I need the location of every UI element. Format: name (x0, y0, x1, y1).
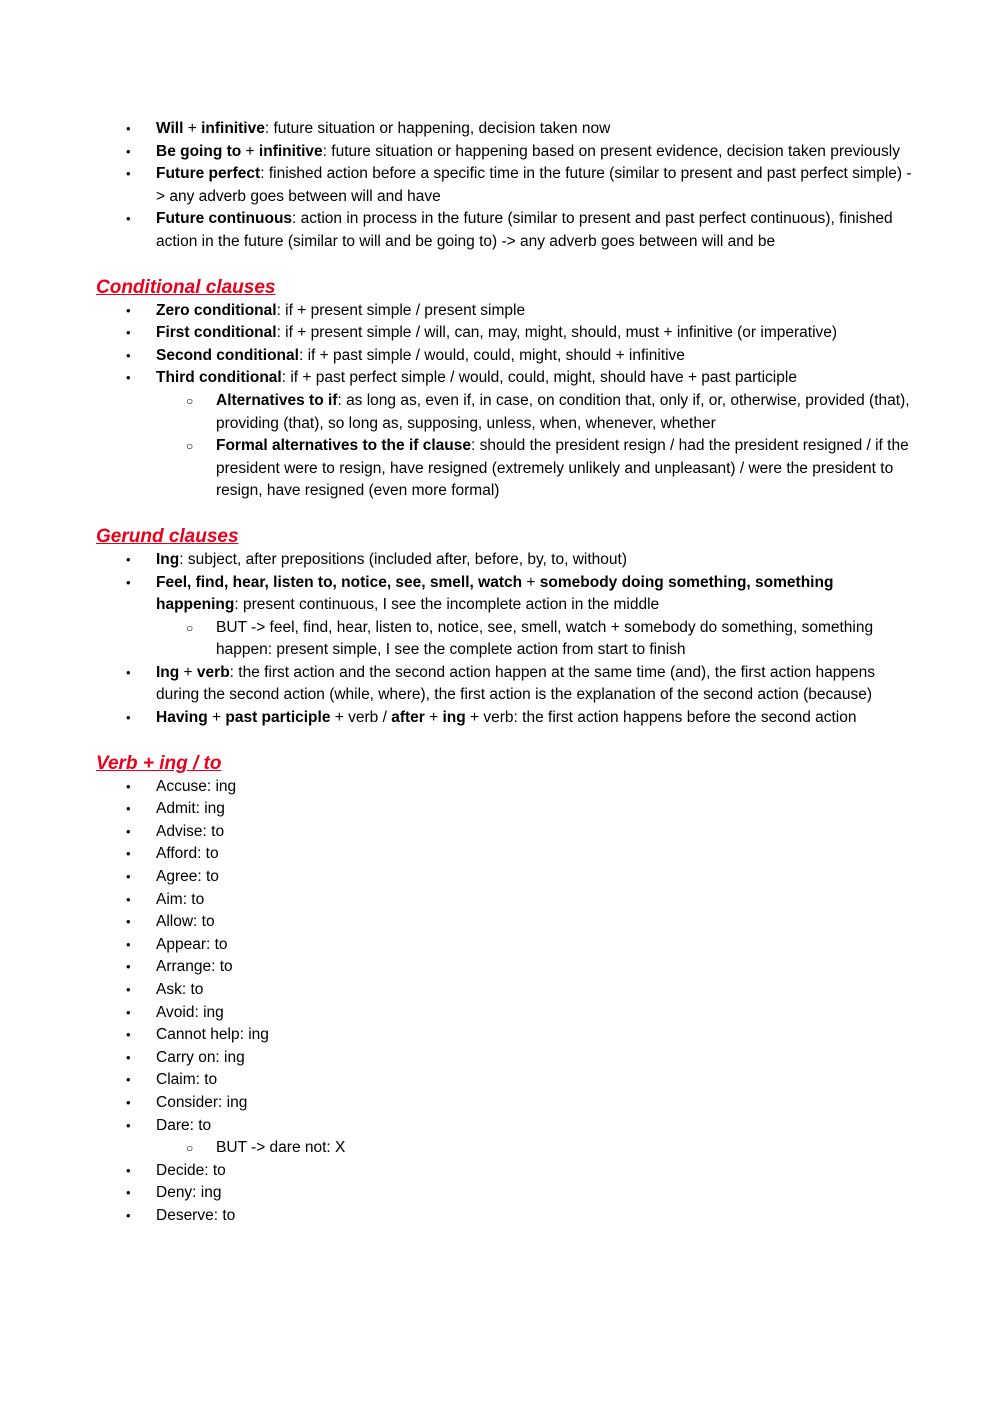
bullet-icon: • (126, 370, 131, 386)
list-item (96, 1024, 920, 1047)
term: infinitive (201, 120, 265, 137)
verb-entry: Advise: to (156, 822, 225, 840)
list-item (96, 889, 920, 912)
bullet-icon: • (126, 1072, 131, 1088)
verb-entry: Deny: ing (156, 1184, 222, 1202)
circle-bullet-icon: ○ (186, 439, 194, 454)
description: : finished action before a specific time in the future (similar to present and past perfect simple) -> any adverb goes between will and have (156, 165, 912, 205)
list-item (96, 572, 920, 617)
bullet-icon: • (126, 846, 131, 862)
connector: + verb / (330, 709, 392, 727)
connector: + (179, 663, 197, 681)
verb-entry: Ask: to (156, 981, 204, 998)
list-item (96, 549, 920, 572)
description: : the first action and the second action happen at the same time (and), the first action happens during the second action (while, where), the first action is the explanation of the second action (because) (156, 663, 876, 704)
list-item (96, 1182, 920, 1205)
description: : subject, after prepositions (included after, before, by, to, without) (179, 550, 627, 568)
list-item (96, 1092, 920, 1115)
term: Ing (156, 663, 180, 681)
list-item (96, 662, 920, 707)
term: First conditional (156, 324, 277, 342)
list-item (96, 1002, 920, 1025)
bullet-icon: • (126, 801, 131, 817)
list-item (96, 979, 920, 1002)
verb-entry: Consider: ing (156, 1093, 248, 1111)
verb-entry: Agree: to (156, 868, 219, 886)
verb-ing-to-heading: Verb + ing / to (96, 752, 222, 774)
list-item (96, 1205, 920, 1228)
term: past participle (225, 709, 331, 727)
term: Third conditional (156, 369, 282, 387)
term: verb (196, 663, 230, 681)
connector: + (183, 120, 202, 137)
bullet-icon: • (126, 869, 131, 885)
bullet-icon: • (126, 778, 131, 794)
description: : if + present simple / will, can, may, might, should, must + infinitive (or imperative) (276, 324, 838, 342)
verb-entry: Accuse: ing (156, 777, 237, 795)
verb-entry: Aim: to (156, 890, 205, 908)
list-item (96, 798, 920, 821)
bullet-icon: • (126, 664, 131, 680)
list-item (96, 141, 920, 164)
bullet-icon: • (126, 982, 131, 997)
bullet-icon: • (126, 1185, 131, 1201)
bullet-icon: • (126, 325, 131, 341)
bullet-icon: • (126, 1094, 131, 1110)
list-item (96, 1047, 920, 1070)
list-item (96, 345, 920, 368)
bullet-icon: • (126, 551, 131, 567)
sub-list-item (96, 435, 920, 503)
circle-bullet-icon: ○ (186, 1141, 194, 1156)
conditional-heading: Conditional clauses (96, 276, 276, 298)
term: Feel, find, hear, listen to, notice, see, smell, watch (156, 573, 523, 591)
description: : if + present simple / present simple (276, 301, 526, 319)
description: : action in process in the future (similar to present and past perfect continuous), finished action in the future (similar to will and be going to) -> any adverb goes between will and be (156, 210, 893, 250)
verb-entry: Allow: to (156, 913, 215, 931)
bullet-icon: • (126, 1049, 131, 1065)
list-item (96, 163, 920, 208)
future-list (96, 118, 920, 254)
bullet-icon: • (126, 121, 131, 136)
verb-entry: Appear: to (156, 935, 228, 953)
list-item (96, 707, 920, 730)
bullet-icon: • (126, 211, 131, 227)
list-item (96, 776, 920, 799)
bullet-icon: • (126, 1207, 131, 1223)
list-item (96, 322, 920, 345)
description: BUT -> feel, find, hear, listen to, notice, see, smell, watch + somebody do something, something happen: present simple, I see the complete action from start to finish (216, 618, 874, 659)
term: Future perfect (156, 165, 261, 183)
list-item (96, 843, 920, 866)
verb-ing-to-section (96, 752, 920, 1228)
list-item (96, 208, 920, 253)
term: Formal alternatives to the if clause (216, 437, 471, 455)
list-item (96, 1160, 920, 1183)
list-item (96, 367, 920, 390)
sub-list-item (96, 617, 920, 662)
bullet-icon: • (126, 166, 131, 182)
bullet-icon: • (126, 143, 131, 159)
list-item (96, 956, 920, 979)
bullet-icon: • (126, 936, 131, 952)
bullet-icon: • (126, 1004, 131, 1020)
bullet-icon: • (126, 574, 131, 590)
verb-entry: Arrange: to (156, 958, 233, 976)
description: : future situation or happening, decision taken now (264, 120, 611, 137)
bullet-icon: • (126, 959, 131, 975)
term: Having (156, 709, 208, 727)
gerund-section (96, 525, 920, 730)
term: Second conditional (156, 346, 299, 364)
bullet-icon: • (126, 302, 131, 318)
list-item (96, 934, 920, 957)
list-item (96, 866, 920, 889)
description: : should the president resign / had the president resigned / if the president were to resign, have resigned (extremely unlikely and unpleasant) / were the president to resign, have resigned (even more formal) (216, 437, 909, 500)
bullet-icon: • (126, 914, 131, 930)
bullet-icon: • (126, 710, 131, 726)
term: Ing (156, 550, 180, 568)
connector: + (522, 573, 540, 591)
term: Zero conditional (156, 301, 277, 319)
verb-list (96, 776, 920, 1228)
term: after (391, 709, 425, 727)
term: ing (442, 709, 466, 727)
term: somebody doing something, something happening (156, 573, 834, 614)
term: Future continuous (156, 210, 293, 228)
verb-entry: Carry on: ing (156, 1048, 245, 1066)
verb-entry: Deserve: to (156, 1206, 236, 1224)
list-item (96, 118, 920, 141)
term: Alternatives to if (216, 391, 338, 409)
bullet-icon: • (126, 347, 131, 363)
list-item (96, 300, 920, 323)
term: Will (156, 120, 184, 137)
bullet-icon: • (126, 823, 131, 839)
gerund-heading: Gerund clauses (96, 525, 239, 547)
bullet-icon: • (126, 1162, 131, 1178)
list-item (96, 821, 920, 844)
verb-entry: Admit: ing (156, 800, 225, 818)
verb-entry: Decide: to (156, 1161, 226, 1179)
list-item (96, 1115, 920, 1138)
list-item (96, 1069, 920, 1092)
verb-entry: Afford: to (156, 845, 219, 863)
list-item (96, 911, 920, 934)
sub-list-item (96, 390, 920, 435)
connector: + (424, 709, 443, 727)
description: : present continuous, I see the incomplete action in the middle (234, 596, 660, 614)
circle-bullet-icon: ○ (186, 620, 194, 635)
term: infinitive (258, 142, 323, 160)
bullet-icon: • (126, 1117, 131, 1133)
description: : future situation or happening based on present evidence, decision taken previously (322, 142, 900, 160)
description: : if + past perfect simple / would, could, might, should have + past participle (281, 369, 797, 387)
verb-entry: Claim: to (156, 1071, 218, 1089)
verb-entry: BUT -> dare not: X (216, 1139, 346, 1157)
verb-entry: Dare: to (156, 1116, 212, 1134)
circle-bullet-icon: ○ (186, 393, 194, 408)
description: + verb: the first action happens before the second action (465, 709, 857, 727)
verb-entry: Avoid: ing (156, 1003, 224, 1021)
sub-list-item (96, 1137, 920, 1160)
connector: + (207, 709, 226, 727)
term: Be going to (156, 142, 242, 160)
connector: + (241, 142, 259, 160)
conditional-section (96, 276, 920, 503)
bullet-icon: • (126, 891, 131, 907)
description: : if + past simple / would, could, might, should + infinitive (298, 346, 685, 364)
bullet-icon: • (126, 1027, 131, 1043)
verb-entry: Cannot help: ing (156, 1026, 269, 1044)
description: : as long as, even if, in case, on condition that, only if, or, otherwise, provided (that), providing (that), so long as, supposing, unless, when, whenever, whether (216, 391, 910, 432)
